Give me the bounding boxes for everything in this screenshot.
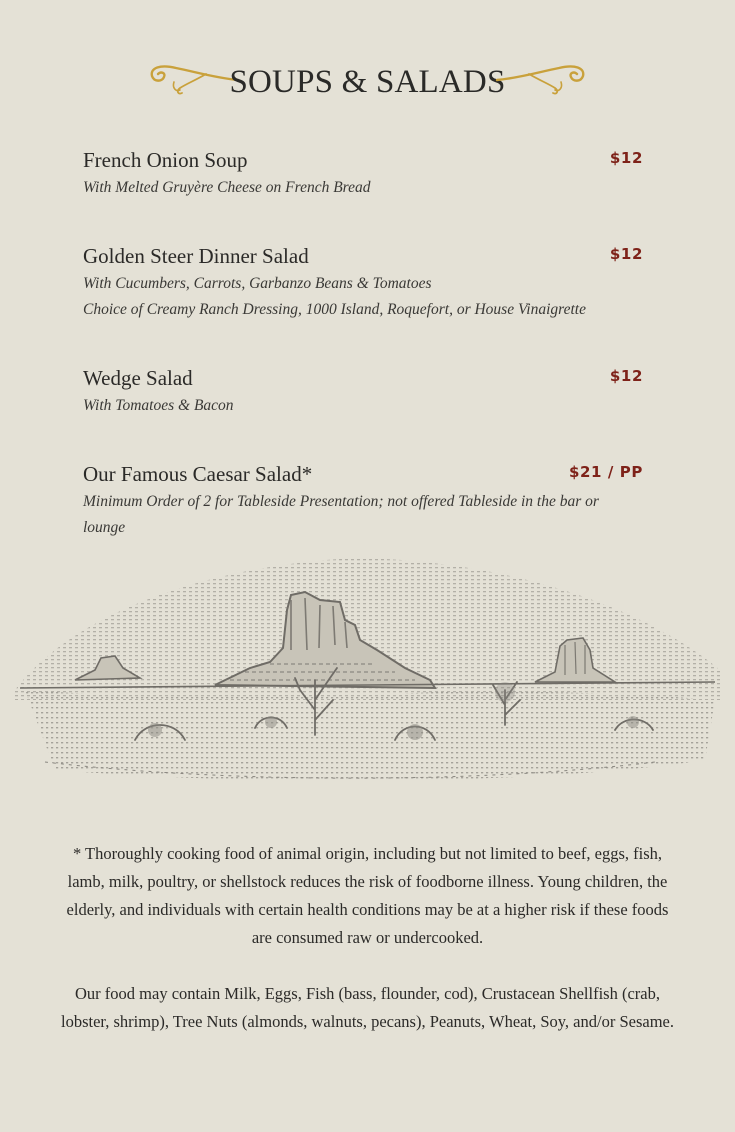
right-flourish-icon: [494, 58, 589, 98]
item-description: With Tomatoes & Bacon: [83, 397, 234, 414]
section-header: [0, 56, 735, 112]
item-price: $12: [609, 367, 643, 385]
menu-item: [83, 147, 643, 201]
item-name: Golden Steer Dinner Salad: [83, 244, 309, 268]
item-description: With Melted Gruyère Cheese on French Bread: [83, 179, 371, 196]
item-price: $12: [609, 245, 643, 263]
item-description: Minimum Order of 2 for Tableside Presentation; not offered Tableside in the bar or lounge: [83, 493, 599, 536]
item-price: $21 / PP: [568, 463, 643, 481]
menu-item: [83, 461, 643, 541]
item-name: Wedge Salad: [83, 366, 193, 390]
item-price: $12: [609, 149, 643, 167]
menu-item: [83, 243, 643, 323]
item-name: French Onion Soup: [83, 148, 248, 172]
food-safety-notice: * Thoroughly cooking food of animal origin, including but not limited to beef, eggs, fish, lamb, milk, poultry, or shellstock reduces the risk of foodborne illness. Young children, the elderly, and individuals with certain health conditions may be at a higher risk if these foods are consumed raw or undercooked.: [66, 844, 669, 947]
item-description: Choice of Creamy Ranch Dressing, 1000 Island, Roquefort, or House Vinaigrette: [83, 301, 586, 318]
menu-item: [83, 365, 643, 419]
item-name: Our Famous Caesar Salad*: [83, 462, 313, 486]
allergen-notice: Our food may contain Milk, Eggs, Fish (bass, flounder, cod), Crustacean Shellfish (crab, lobster, shrimp), Tree Nuts (almonds, walnuts, pecans), Peanuts, Wheat, Soy, and/or Sesame.: [61, 984, 674, 1031]
item-description: With Cucumbers, Carrots, Garbanzo Beans & Tomatoes: [83, 275, 432, 292]
desert-landscape-illustration: [15, 550, 720, 805]
section-title: SOUPS & SALADS: [229, 64, 506, 100]
